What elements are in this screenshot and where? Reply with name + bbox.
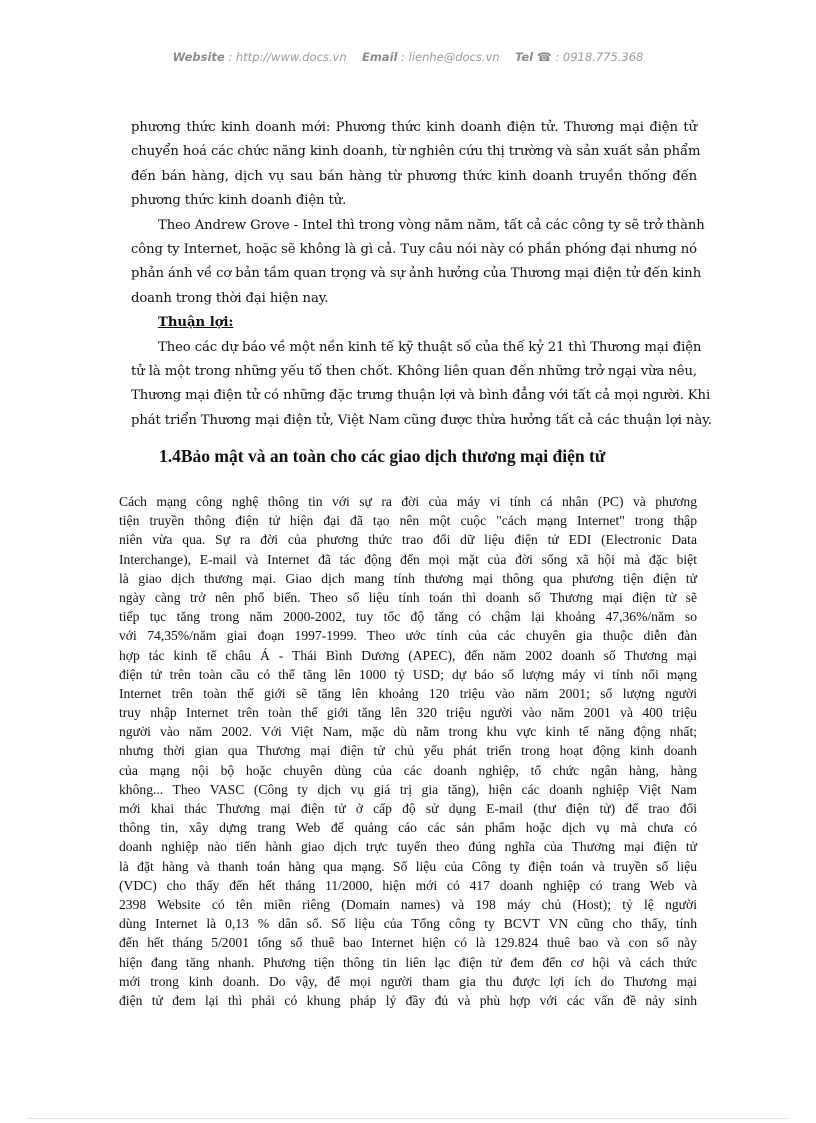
subheading-text: Thuận lợi xyxy=(158,315,229,331)
text-line: mới khai thác Thương mại điện tử ở cấp độ sử dụng E-mail (thư điện tử) để trao đổi xyxy=(119,801,697,816)
footer-divider xyxy=(28,1118,788,1119)
text-line: 2398 Website có tên miền riêng (Domain names) và 198 máy chủ (Host); tỷ lệ người xyxy=(119,896,697,912)
text-line: Cách mạng công nghệ thông tin với sự ra đời của máy vi tính cá nhân (PC) và phương xyxy=(119,494,697,509)
text-line: chuyển hoá các chức năng kinh doanh, từ nghiên cứu thị trường và sản xuất sản phẩm xyxy=(131,144,701,160)
text-line: niên vừa qua. Sự ra đời của phương thức trao đổi dữ liệu điện tử EDI (Electronic Data xyxy=(119,532,697,548)
text-line: phản ánh về cơ bản tầm quan trọng và sự ảnh hưởng của Thương mại điện tử đến kinh xyxy=(131,266,702,282)
text-line: với 74,35%/năm giai đoạn 1997-1999. Theo ước tính của các chuyên gia thuộc diễn đàn xyxy=(119,628,697,644)
text-line: Interchange), E-mail và Internet đã tác động đến mọi mặt của đời sống xã hội mà đặc biệt xyxy=(119,551,697,567)
tel-label: Tel xyxy=(514,50,534,64)
text-line: là giao dịch thương mại. Giao dịch mang tính thương mại thông qua phương tiện điện tử xyxy=(119,570,697,586)
text-line: là đặt hàng và thanh toán hàng qua mạng. Số liệu của Công ty điện toán và truyền số liệu xyxy=(119,858,697,874)
text-line: thông tin, xây dựng trang Web để quảng cáo các sản phẩm hoặc dịch vụ mà chưa có xyxy=(119,820,697,836)
text-line: hiện đang tăng nhanh. Phương tiện thông tin liên lạc điện tử đem đến cơ hội và cách thức xyxy=(119,954,697,970)
text-line: phương thức kinh doanh điện tử. xyxy=(131,193,347,209)
website-url[interactable]: : http://www.docs.vn xyxy=(228,50,347,64)
text-line: doanh nghiệp nào tiến hành giao dịch trực tuyến theo đúng nghĩa của Thương mại điện tử xyxy=(119,839,697,855)
text-line: dùng Internet là 0,13 % dân số. Số liệu của Tổng công ty BCVT VN cũng cho thấy, tính xyxy=(119,916,697,932)
text-line: Theo các dự báo về một nền kinh tế kỹ thuật số của thế kỷ 21 thì Thương mại điện xyxy=(158,339,702,355)
text-line: điện tử đem lại thì phải có khung pháp lý đầy đủ và phù hợp với các vấn đề nảy sinh xyxy=(119,992,697,1008)
text-line: người vào năm 2002. Với Việt Nam, mặc dù nằm trong khu vực kinh tế năng động nhất; xyxy=(119,724,697,740)
text-line: tiện truyền thông điện tử hiện đại đã tạo nên một cuộc "cách mạng Internet" trong thập xyxy=(119,513,697,529)
text-line: điện tử trên toàn cầu có thể tăng lên 1000 tỷ USD; dự báo số lượng máy vi tính nối mạng xyxy=(119,666,697,682)
text-line: (VDC) cho thấy đến hết tháng 11/2000, hiện mới có 417 doanh nghiệp có trang Web và xyxy=(119,877,697,893)
intro-section xyxy=(131,116,712,433)
text-line: tiếp tục tăng trong năm 2000-2002, tuy tốc độ tăng có chậm lại khoảng 47,36%/năm so xyxy=(119,609,697,625)
text-line: doanh trong thời đại hiện nay. xyxy=(131,290,329,306)
text-line: phát triển Thương mại điện tử, Việt Nam cũng được thừa hưởng tất cả các thuận lợi này. xyxy=(131,412,712,428)
text-line: hợp tác kinh tế châu Á - Thái Bình Dương (APEC), đến năm 2002 doanh số Thương mại xyxy=(119,647,697,663)
text-line: ngày càng trở nên phổ biến. Theo số liệu tính toán thì doanh số Thương mại điện tử sẽ xyxy=(119,589,697,605)
paragraph-2 xyxy=(131,214,705,312)
text-line: Thương mại điện tử có những đặc trưng thuận lợi và bình đẳng với tất cả mọi người. Khi xyxy=(131,388,711,404)
subheading-colon: : xyxy=(228,315,234,331)
text-line: truy nhập Internet trên toàn thế giới tăng lên 320 triệu người vào năm 2001 và 400 triệu xyxy=(119,705,697,721)
text-line: Internet trên toàn thế giới sẽ tăng lên khoảng 120 triệu vào năm 2001; số lượng người xyxy=(119,685,697,701)
text-line: đến hết tháng 5/2001 tổng số thuê bao Internet hiện có là 129.824 thuê bao và con số này xyxy=(119,935,697,951)
text-line: tử là một trong những yếu tố then chốt. Không liên quan đến những trở ngại vừa nêu, xyxy=(131,363,697,379)
text-line: Theo Andrew Grove - Intel thì trong vòng năm năm, tất cả các công ty sẽ trở thành xyxy=(158,217,705,233)
email-address[interactable]: : lienhe@docs.vn xyxy=(401,50,500,64)
tel-number: : 0918.775.368 xyxy=(555,50,644,64)
telephone-icon: ☎ xyxy=(536,50,552,64)
text-line: nhưng thời gian qua Thương mại điện tử chủ yếu phát triển trong hoạt động kinh doanh xyxy=(119,743,697,759)
email-label: Email xyxy=(361,50,398,64)
security-section-body xyxy=(119,492,697,1010)
paragraph-3 xyxy=(131,336,712,434)
text-line: đến bán hàng, dịch vụ sau bán hàng từ phương thức kinh doanh truyền thống đến xyxy=(131,168,697,184)
paragraph-1 xyxy=(131,116,701,214)
section-heading: 1.4Bảo mật và an toàn cho các giao dịch thương mại điện tử xyxy=(159,446,606,466)
page-header xyxy=(0,50,816,64)
text-line: của mạng nội bộ hoặc chuyên dùng của các doanh nghiệp, tổ chức ngân hàng, hàng xyxy=(119,762,697,778)
text-line: không... Theo VASC (Công ty dịch vụ giá trị gia tăng), hiện các doanh nghiệp Việt Nam xyxy=(119,781,697,797)
text-line: phương thức kinh doanh mới: Phương thức kinh doanh điện tử. Thương mại điện tử xyxy=(131,120,697,135)
text-line: công ty Internet, hoặc sẽ không là gì cả. Tuy câu nói này có phần phóng đại nhưng nó xyxy=(131,241,697,257)
advantages-subheading xyxy=(131,311,697,335)
website-label: Website xyxy=(172,50,225,64)
text-line: mới trong kinh doanh. Do vậy, để mọi người tham gia thu được lợi ích do Thương mại xyxy=(119,973,697,989)
